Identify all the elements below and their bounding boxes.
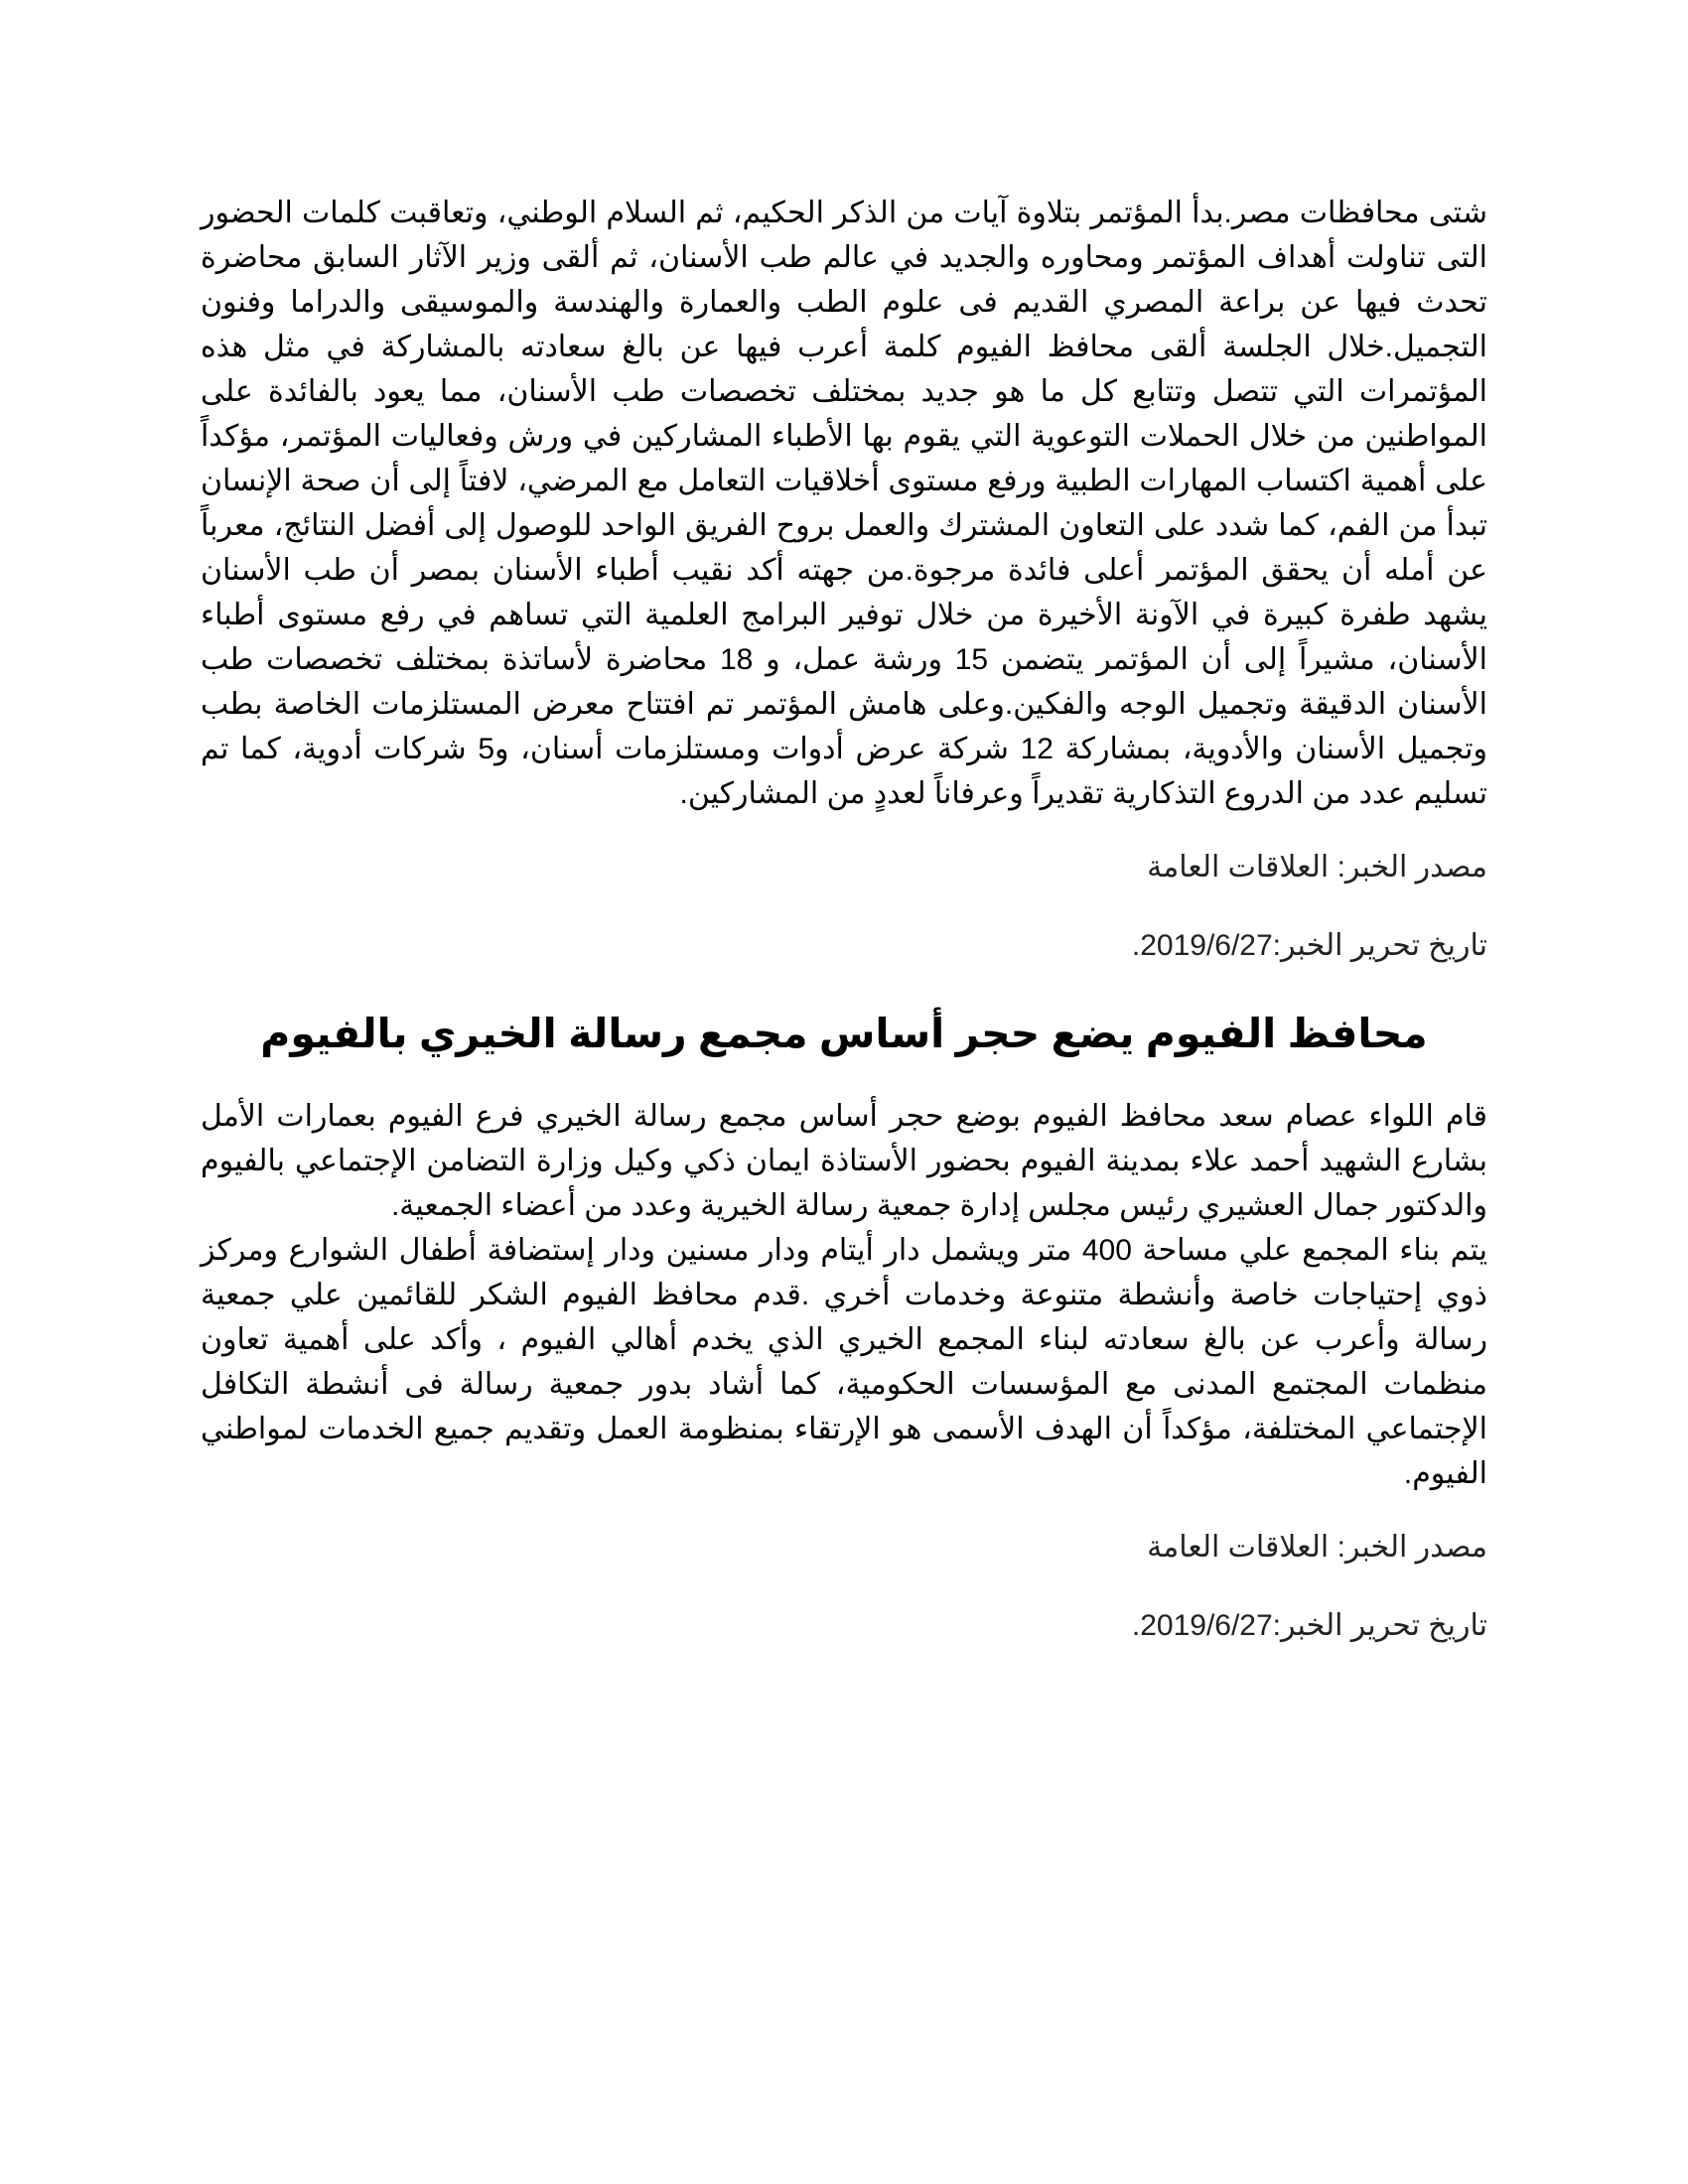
article-2-date: تاريخ تحرير الخبر:2019/6/27.	[1131, 1609, 1487, 1642]
article-2-source: مصدر الخبر: العلاقات العامة	[1147, 1531, 1487, 1564]
article-2-body-paragraph-1: قام اللواء عصام سعد محافظ الفيوم بوضع حجر أساس مجمع رسالة الخيري فرع الفيوم بعمارات الأمل بشارع الشهيد أحمد علاء بمدينة الفيوم بحضور الأستاذة ايمان ذكي وكيل وزارة التضامن الإجتماعي بالفيوم والدكتور جمال العشيري رئيس مجلس إدارة جمعية رسالة الخيرية وعدد من أعضاء الجمعية.	[201, 1100, 1487, 1222]
article-2-headline: محافظ الفيوم يضع حجر أساس مجمع رسالة الخيري بالفيوم	[260, 1011, 1428, 1056]
article-1-source: مصدر الخبر: العلاقات العامة	[1147, 851, 1487, 884]
article-2-body-paragraph-2: يتم بناء المجمع علي مساحة 400 متر ويشمل دار أيتام ودار مسنين ودار إستضافة أطفال الشوارع ومركز ذوي إحتياجات خاصة وأنشطة متنوعة وخدمات أخري .قدم محافظ الفيوم الشكر للقائمين علي جمعية رسالة وأعرب عن بالغ سعادته لبناء المجمع الخيري الذي يخدم أهالي الفيوم ، وأكد على أهمية تعاون منظمات المجتمع المدنى مع المؤسسات الحكومية، كما أشاد بدور جمعية رسالة فى أنشطة التكافل الإجتماعي المختلفة، مؤكداً أن الهدف الأسمى هو الإرتقاء بمنظومة العمل وتقديم جميع الخدمات لمواطني الفيوم.	[201, 1234, 1487, 1490]
article-1-date: تاريخ تحرير الخبر:2019/6/27.	[1131, 929, 1487, 962]
article-1-body: شتى محافظات مصر.بدأ المؤتمر بتلاوة آيات من الذكر الحكيم، ثم السلام الوطني، وتعاقبت كلمات الحضور التى تناولت أهداف المؤتمر ومحاوره والجديد في عالم طب الأسنان، ثم ألقى وزير الآثار السابق محاضرة تحدث فيها عن براعة المصري القديم فى علوم الطب والعمارة والهندسة والموسيقى والدراما وفنون التجميل.خلال الجلسة ألقى محافظ الفيوم كلمة أعرب فيها عن بالغ سعادته بالمشاركة في مثل هذه المؤتمرات التي تتصل وتتابع كل ما هو جديد بمختلف تخصصات طب الأسنان، مما يعود بالفائدة على المواطنين من خلال الحملات التوعوية التي يقوم بها الأطباء المشاركين في ورش وفعاليات المؤتمر، مؤكداً على أهمية اكتساب المهارات الطبية ورفع مستوى أخلاقيات التعامل مع المرضي، لافتاً إلى أن صحة الإنسان تبدأ من الفم، كما شدد على التعاون المشترك والعمل بروح الفريق الواحد للوصول إلى أفضل النتائج، معرباً عن أمله أن يحقق المؤتمر أعلى فائدة مرجوة.من جهته أكد نقيب أطباء الأسنان بمصر أن طب الأسنان يشهد طفرة كبيرة في الآونة الأخيرة من خلال توفير البرامج العلمية التي تساهم في رفع مستوى أطباء الأسنان، مشيراً إلى أن المؤتمر يتضمن 15 ورشة عمل، و 18 محاضرة لأساتذة بمختلف تخصصات طب الأسنان الدقيقة وتجميل الوجه والفكين.وعلى هامش المؤتمر تم افتتاح معرض المستلزمات الخاصة بطب وتجميل الأسنان والأدوية، بمشاركة 12 شركة عرض أدوات ومستلزمات أسنان، و5 شركات أدوية، كما تم تسليم عدد من الدروع التذكارية تقديراً وعرفاناً لعددٍ من المشاركين.	[201, 197, 1488, 810]
